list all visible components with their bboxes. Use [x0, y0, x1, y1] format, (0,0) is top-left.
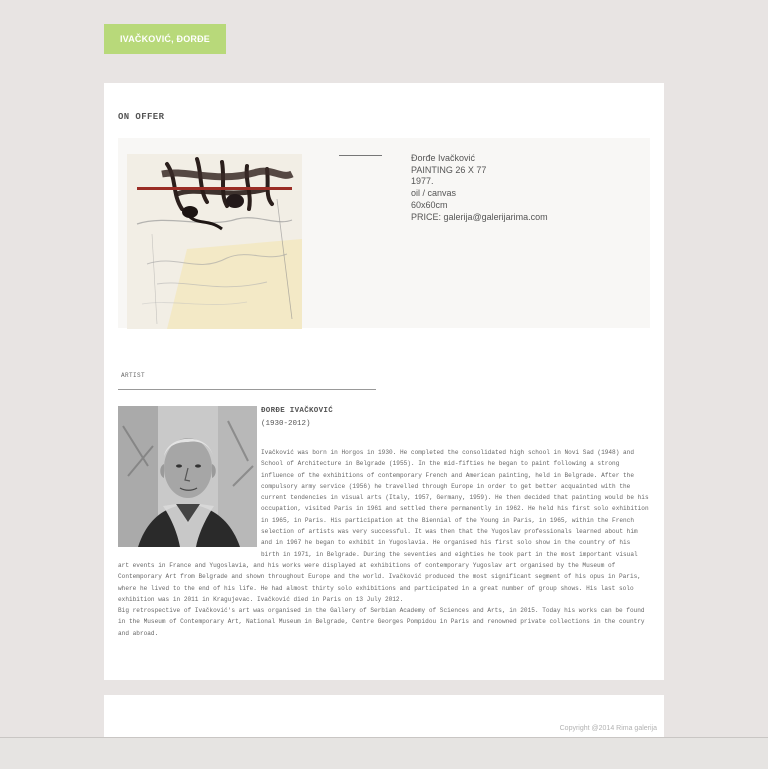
artist-portrait	[118, 406, 257, 547]
artist-divider	[118, 389, 376, 390]
artist-name-tab[interactable]	[104, 24, 226, 54]
artwork-artist: Đorđe Ivačković	[411, 153, 476, 163]
painting-image[interactable]	[127, 154, 302, 329]
artwork-title: PAINTING 26 X 77	[411, 164, 487, 175]
bio-paragraph-1: Ivačković was born in Horgos in 1930. He completed the consolidated high school in Novi Sad (1948) and School of Architecture in Belgrade (1955). In the mid-fifties he began to paint following a strong influence of the exhibitions of contemporary French and American painting, held in Belgrade. After the compulsory army service (1956) he travelled through Europe in order to get better acquainted with the current tendencies in visual arts (Italy, 1957, Germany, 1959). He then decided that painting would be his occupation, visited Paris in 1961 and settled there permanently in 1962. He held his first solo exhibition in 1965, in Paris. His participation at the Biennial of the Young in Paris, in 1965, within the French selection of artists was very successful. It was then that the Yugoslav professionals learned about him and in 1967 he began to exhibit in Yugoslavia. He organised his first solo show in the country of his birth in 1971, in Belgrade. During the seventies and eighties he took part in the most important visual art events in France and Yugoslavia, and his works were displayed at exhibitions of contemporary Yugoslav art organised by the Museum of Contemporary Art from Belgrade and shown throughout Europe and the world. Ivačković produced the most significant segment of his opus in Paris, where he lived to the end of his life. He had almost thirty solo exhibitions and participated in a great number of group shows. His last solo exhibition was in 2011 in Kragujevac. Ivačković died in Paris on 13 July 2012.	[118, 449, 649, 603]
bottom-strip	[0, 737, 768, 769]
offer-divider	[339, 155, 382, 156]
footer	[104, 695, 664, 737]
artwork-details	[411, 153, 548, 223]
artist-section-label: ARTIST	[121, 372, 146, 379]
main-content-card	[104, 83, 664, 680]
artist-name-tab-label: IVAČKOVIĆ, ĐORĐE	[119, 34, 211, 44]
artwork-year: 1977.	[411, 176, 434, 187]
artist-name: ĐORĐE IVAČKOVIĆ	[261, 407, 334, 415]
artwork-size: 60x60cm	[411, 199, 448, 210]
artwork-price: PRICE: galerija@galerijarima.com	[411, 211, 548, 222]
offer-panel	[118, 138, 650, 328]
copyright-text: Copyright @2014 Rima galerija	[559, 725, 657, 732]
bio-paragraph-2: Big retrospective of Ivačković's art was organised in the Gallery of Serbian Academy of Sciences and Arts, in 2015. Today his works can be found in the Museum of Contemporary Art, National Museum in Belgrade, Centre Georges Pompidou in Paris and renowned private collections in the country and abroad.	[118, 607, 645, 637]
on-offer-heading: ON OFFER	[118, 112, 165, 122]
artwork-medium: oil / canvas	[411, 188, 457, 199]
artist-years: (1930-2012)	[261, 420, 311, 428]
artist-bio	[118, 406, 652, 639]
